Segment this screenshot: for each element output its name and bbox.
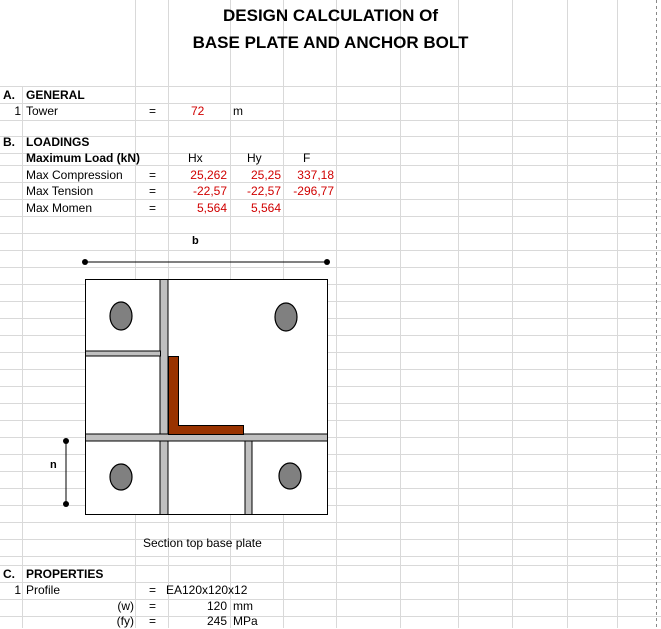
general-eq: = (149, 104, 157, 118)
dimension-b-line (82, 259, 330, 265)
load-row-hx: -22,57 (192, 184, 227, 198)
load-row-f: 337,18 (297, 168, 334, 182)
section-c-heading: PROPERTIES (26, 567, 104, 581)
load-row-label: Max Momen (26, 201, 93, 215)
title-line-1: DESIGN CALCULATION Of (222, 6, 438, 25)
properties-eq: = (149, 583, 157, 597)
property-symbol: (w) (117, 599, 134, 613)
load-row-hx: 25,262 (190, 168, 227, 182)
anchor-bolt (110, 464, 132, 490)
general-item-no: 1 (14, 104, 21, 118)
dimension-b-label: b (192, 235, 199, 247)
drawing-caption: Section top base plate (143, 536, 262, 550)
load-row-eq: = (149, 201, 157, 215)
general-item-label: Tower (26, 104, 59, 118)
load-row-hy: 25,25 (250, 168, 281, 182)
stiffener-horizontal-short (86, 351, 161, 356)
section-a-letter: A. (3, 88, 15, 102)
anchor-bolt (110, 302, 132, 330)
stiffener-vertical-main (160, 280, 168, 515)
anchor-bolt (275, 303, 297, 331)
title-line-2: BASE PLATE AND ANCHOR BOLT (192, 33, 469, 52)
properties-item-label: Profile (26, 583, 61, 597)
load-row-f: -296,77 (293, 184, 334, 198)
dimension-n-label: n (50, 459, 57, 471)
section-b-letter: B. (3, 135, 15, 149)
load-row-label: Max Compression (26, 168, 123, 182)
section-a-heading: GENERAL (26, 88, 85, 102)
tower-height-value: 72 (191, 104, 205, 118)
property-eq: = (149, 614, 157, 628)
stiffener-vertical-short (245, 441, 252, 515)
property-value: 120 (206, 599, 227, 613)
load-row-eq: = (149, 168, 157, 182)
anchor-bolt (279, 463, 301, 489)
property-unit: MPa (233, 614, 258, 628)
property-symbol: (fy) (116, 614, 134, 628)
load-row-hy: -22,57 (246, 184, 281, 198)
load-row-hx: 5,564 (196, 201, 227, 215)
col-f-header: F (303, 151, 311, 165)
property-unit: mm (233, 599, 253, 613)
tower-height-unit: m (233, 104, 243, 118)
load-row-hy: 5,564 (250, 201, 281, 215)
property-value: 245 (206, 614, 227, 628)
property-eq: = (149, 599, 157, 613)
stiffener-horizontal-main (86, 434, 328, 441)
properties-item-no: 1 (14, 583, 21, 597)
col-hy-header: Hy (247, 151, 262, 165)
load-row-eq: = (149, 184, 157, 198)
section-b-heading: LOADINGS (26, 135, 90, 149)
dimension-n-line (63, 438, 69, 507)
max-load-subheading: Maximum Load (kN) (26, 151, 141, 165)
load-row-label: Max Tension (26, 184, 94, 198)
col-hx-header: Hx (188, 151, 203, 165)
section-c-letter: C. (3, 567, 15, 581)
profile-value: EA120x120x12 (166, 583, 248, 597)
